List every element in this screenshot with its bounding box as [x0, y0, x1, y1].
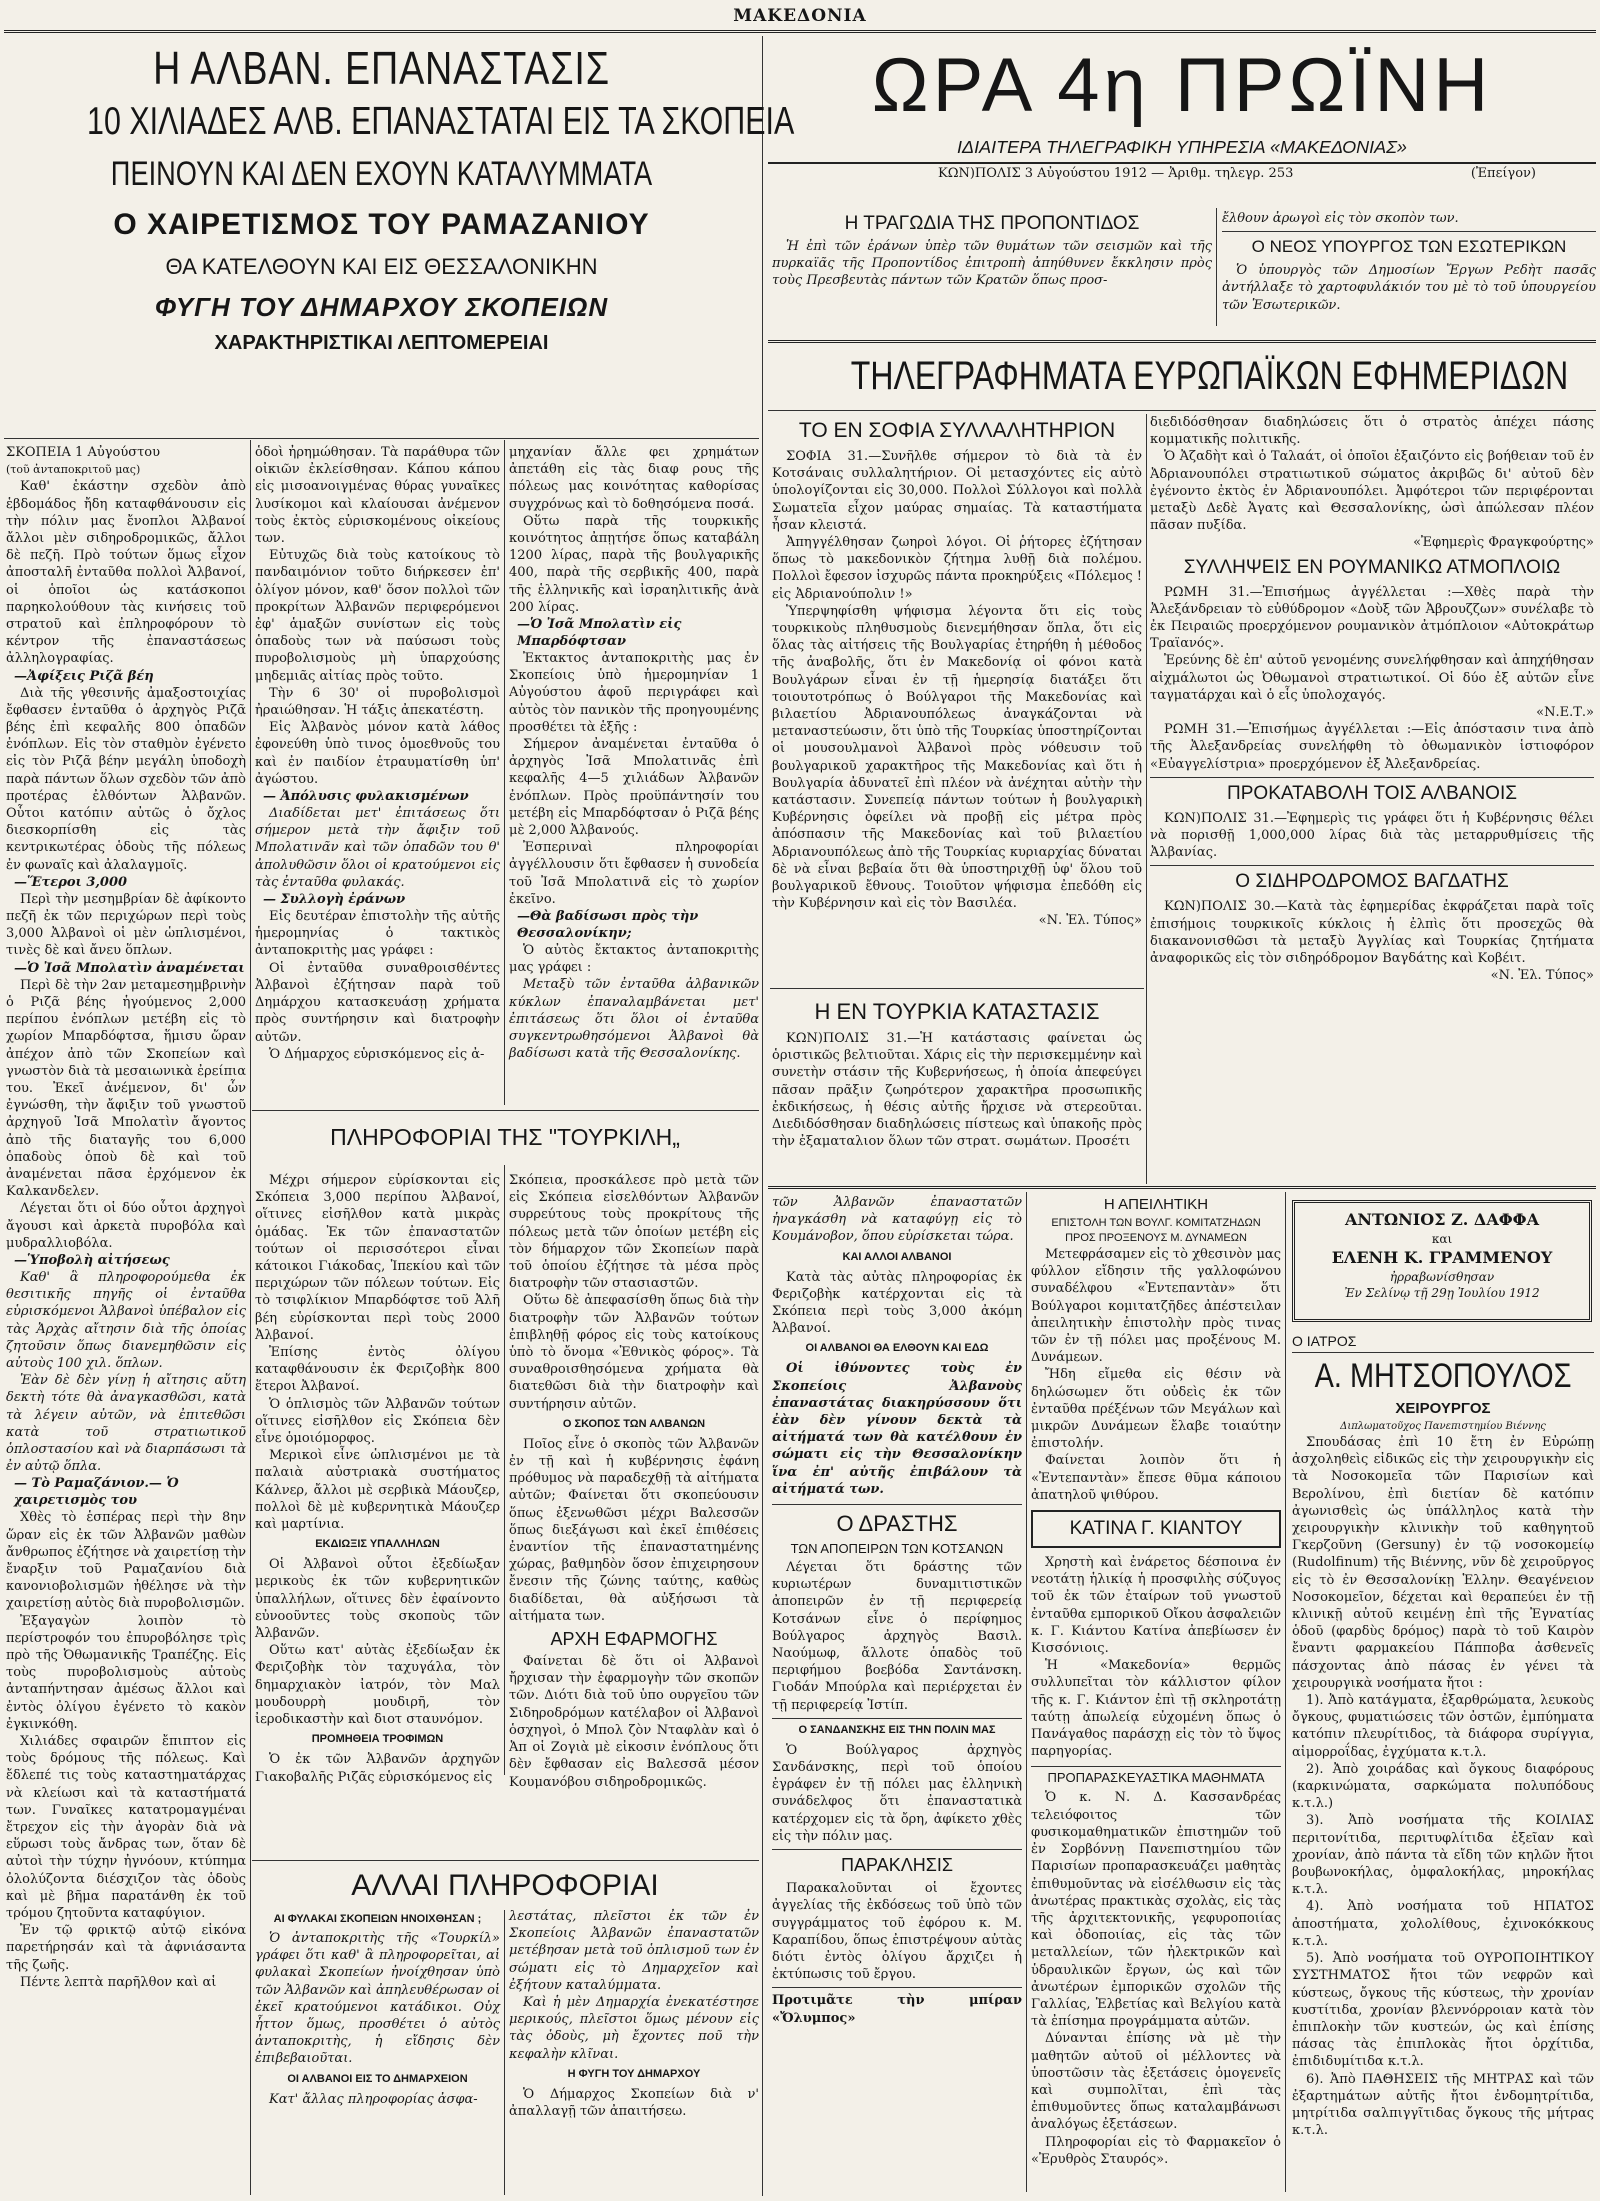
- paragraph: ΚΩΝ)ΠΟΛΙΣ 30.—Κατὰ τὰς ἐφημερίδας ἐκφράζεται παρὰ τοῖς ἐπισήμοις τουρκικοῖς κύκλοις ἡ ἐλπὶς ὅτι προσεχῶς θὰ διακανονισθῶσι τὰ μεταξὺ Ἀγγλίας καὶ Τουρκίας ζητήματα ἀναφορικῶς εἰς τὸν σιδηρόδρομον Βαγδάτης καὶ Κοβέιτ.: [1150, 899, 1594, 967]
- paragraph: Οὕτω παρὰ τῆς τουρκικῆς κοινότητος ἀπῃτήσε ὅπως καταβάλη 1200 λίρας, παρὰ τῆς βουλγαρικῆς 400, παρὰ τῆς σερβικῆς 400, παρὰ τῆς ἑλληνικῆς καὶ ἰσραηλιτικῆς ἀνὰ 200 λίρας.: [509, 513, 759, 615]
- engaged-label: ἠρραβωνίσθησαν: [1389, 1270, 1495, 1284]
- paragraph: Καθ' ἃ πληροφορούμεθα ἐκ θεσιτικῆς πηγῆς οἱ ἐνταῦθα εὑρισκόμενοι Ἀλβανοὶ ὑπέβαλον εἰς τὰς Ἀρχὰς αἴτησιν διὰ τῆς ὁποίας ζητοῦσιν ὅπως διανεμηθῶσιν εἰς αὐτοὺς 100 χιλ. ὅπλων.: [6, 1269, 246, 1371]
- paragraph: Περὶ τὴν μεσημβρίαν δὲ ἀφίκοντο πεζῆ ἐκ τῶν περιχώρων περὶ τοὺς 3,000 Ἀλβανοὶ οἱ μὲν ὡπλισμένοι, τινὲς δὲ καὶ ἄνευ ὅπλων.: [6, 891, 246, 959]
- paragraph: Ἡ «Μακεδονία» θερμῶς συλλυπεῖται τὸν κάλλιστον φίλον τῆς κ. Γ. Κιάντον ἐπὶ τῇ σκληροτάτῃ ταύτῃ ἀπωλείᾳ εὐχομένη ὅπως ὁ Πανάγαθος παράσχῃ εἰς τὸν τὸ ὕψος παρηγορίας.: [1031, 1658, 1281, 1760]
- paragraph: Ἐρεύνης δὲ ἐπ' αὐτοῦ γενομένης συνελήφθησαν καὶ ἀπηχήθησαν αἰχμάλωτοι ὡς Ὀθωμανοὶ στρατιωτικοί. Οἱ δύο ἐξ αὐτῶν εἶνε ταγματάρχαι καὶ ὁ εἷς ὑπολοχαγός.: [1150, 653, 1594, 703]
- paragraph: Διαδίδεται μετ' ἐπιτάσεως ὅτι σήμερον μετὰ τὴν ἄφιξιν τοῦ Μπολατινᾶν καὶ τῶν ὁπαδῶν του θ' ἀπολυθῶσιν ὅλοι οἱ κρατούμενοι εἰς τὰς ἐνταῦθα φυλακάς.: [255, 806, 500, 890]
- allai-column-2: [509, 1908, 759, 2196]
- paragraph: Διὰ τῆς γθεσινῆς ἀμαξοστοιχίας ἔφθασεν ἐνταῦθα ὁ ἀρχηγὸς Ριζᾶ βέης ἐπὶ κεφαλῆς 800 ὁπαδῶν ἐνόπλων. Εἰς τὸν σταθμὸν ἐγένετο εἰς τὸν Ριζᾶ βέην μεγάλη ὑποδοχὴ παρὰ πάντων ὅλων σχεδὸν τῶν ἀπὸ προτέρας ἐλθόντων Ἀλβανῶν. Οὗτοι κατόπιν αὐτῶς ὁ ὄχλος διεσκορπίσθη εἰς τὰς κεντρικωτέρας ὁδοὺς τῆς πόλεως ἐν φωναῖς καὶ ἀλαλαγμοῖς.: [6, 685, 246, 873]
- subhead: —Ἀφίξεις Ριζᾶ βέη: [14, 668, 154, 684]
- paragraph: Κατ' ἄλλας πληροφορίας ἀσφα-: [269, 2091, 478, 2107]
- column-divider: [504, 1165, 505, 1775]
- paragraph: Λέγεται ὅτι οἱ δύο οὗτοι ἀρχηγοὶ ἄγουσι καὶ ἀρκετὰ πυροβόλα καὶ μυδραλλιοβόλα.: [6, 1201, 246, 1251]
- paragraph: ἔλθουν ἀρωγοὶ εἰς τὸν σκοπὸν των.: [1222, 211, 1459, 226]
- column-divider: [1216, 208, 1217, 326]
- paragraph: Οἱ Ἀλβανοὶ οὗτοι ἐξεδίωξαν μερικοὺς ἐκ τῶν κυβερνητικῶν ὑπαλλήλων, οἵτινες δὲν ἐφαίνοντο εὐνοοῦντες τοὺς σκοποὺς τῶν Ἀλβανῶν.: [255, 1557, 500, 1642]
- allai-title: ΑΛΛΑΙ ΠΛΗΡΟΦΟΡΙΑΙ: [351, 1869, 659, 1902]
- european-telegrams-title: ΤΗΛΕΓΡΑΦΗΜΑΤΑ ΕΥΡΩΠΑΪΚΩΝ ΕΦΗΜΕΡΙΔΩΝ: [850, 354, 1569, 398]
- paragraph: Χιλιάδες σφαιρῶν ἔπιπτον εἰς τοὺς δρόμους τῆς πόλεως. Καὶ ἔδλεπέ τις τοὺς καταστηματάρχας νὰ κλείωσι καὶ τὰ καταστήματά των. Γυναῖκες κατατρομαγμέναι ἔτρεχον εἰς τὴν ἀγορὰν διὰ νὰ εὕρωσι τοὺς ἄνδρας των, ὅταν δὲ αὐτοὶ τὴν τύχην ἠγνόουν, κτύπημα ὀλολύζοντα διέσχιζον τὰς ὁδοὺς καὶ μὲ βῆμα παρατάνθη ἐκ τοῦ τρόμου ζητοῦντα καταφύγιον.: [6, 1734, 246, 1922]
- subhead: —Ὁ Ἰσᾶ Μπολατὶν εἰς Μπαρδόφτσαν: [517, 617, 682, 650]
- tourkilh-title: ΠΛΗΡΟΦΟΡΙΑΙ ΤΗΣ "ΤΟΥΡΚΙΛΗ„: [330, 1124, 680, 1150]
- paragraph: ΚΩΝ)ΠΟΛΙΣ 31.—Ἐφημερὶς τις γράφει ὅτι ἡ Κυβέρνησις θέλει νὰ πορισθῇ 1,000,000 λίρας διὰ τὰς μεταρρυθμίσεις τῆς Ἀλβανίας.: [1150, 810, 1594, 861]
- headline-mayor-flight: ΦΥΓΗ ΤΟΥ ΔΗΜΑΡΧΟΥ ΣΚΟΠΕΙΩΝ: [154, 292, 609, 322]
- dateline: ΚΩΝ)ΠΟΛΙΣ 3 Αὐγούστου 1912 — Ἀριθμ. τηλεγρ. 253: [938, 166, 1294, 181]
- subhead: — Τὸ Ραμαζάνιον.— Ὁ χαιρετισμὸς του: [14, 1476, 179, 1509]
- paragraph: Ὁ Βούλγαρος ἀρχηγὸς Σανδάνσκης, περὶ τοῦ ὁποίου ἐγράφεν ἐν τῇ πόλει μας ἐλληνικὴ συνάδελφος ὅτι ἐπαναστατικὰ κατέρχομεν εἰς τὰ ὄρη, ἀφίκετο χθὲς εἰς τὴν πόλιν μας.: [772, 1742, 1022, 1844]
- telegraph-service: ΙΔΙΑΙΤΕΡΑ ΤΗΛΕΓΡΑΦΙΚΗ ΥΠΗΡΕΣΙΑ «ΜΑΚΕΔΟΝΙΑΣ»: [768, 134, 1596, 164]
- paragraph: Μέχρι σήμερον εὑρίσκονται εἰς Σκόπεια 3,000 περίπου Ἀλβανοί, οἵτινες εἰσῆλθον κατὰ μικρὰς ὁμάδας. Ἐκ τῶν ἐπαναστατῶν τούτων οἱ περισσότεροι εἶναι κάτοικοι Γιάκοδας, Ἰπεκίου καὶ τῶν περιχώρων τῶν πόλεων τούτων. Εἰς τὸ τσιφλίκιον Μπαρδόφτσε τοῦ Ἀλῆ βέη εὑρίσκονται περὶ τοὺς 2000 Ἀλβανοί.: [255, 1173, 500, 1343]
- paragraph: Φαίνεται δὲ ὅτι οἱ Ἀλβανοὶ ἤρχισαν τὴν ἐφαρμογὴν τῶν σκοπῶν τῶν. Διότι διὰ τοῦ ὑπο ουργεῖου τῶν Σιδηροδρόμων κατέλαβον οἱ Ἀλβανοὶ ὁσχηγοὶ, ὁ Μπολ ζὸν Νταφλὰν καὶ ὁ Ἀπ οἱ Ζογιὰ μὲ εἰκοσιν ἐνόπλους ὅτι δὲν ἔφθασαν εἰς Βαλεσσᾶ μέσον Κουμανόβου σιδηροδρομικῶς.: [509, 1654, 759, 1790]
- subhead: ΑΙ ΦΥΛΑΚΑΙ ΣΚΟΠΕΙΩΝ ΗΝΟΙΧΘΗΣΑΝ ;: [273, 1913, 482, 1925]
- doctor-name: Α. ΜΗΤΣΟΠΟΥΛΟΣ: [1314, 1357, 1572, 1395]
- masthead-rule: [4, 30, 1596, 33]
- source-credit: «Ν. Ἐλ. Τύπος»: [1490, 968, 1594, 984]
- left-column-1: [6, 444, 246, 2194]
- source-credit: «Ν.Ε.Τ.»: [1536, 705, 1594, 721]
- rule: [768, 1186, 1596, 1189]
- paragraph: λεστάτας, πλεῖστοι ἐκ τῶν ἐν Σκοπείοις Ἀλβανῶν ἐπαναστατῶν μετέβησαν μετὰ τοῦ ὁπλισμοῦ των ἐν σώματι εἰς τὸ Δημαρχεῖον καὶ ἐξήτουν καταλύμματα.: [509, 1909, 759, 1993]
- paragraph: Ἐξαγαγὼν λοιπὸν τὸ περίστροφόν του ἐπυροβόλησε τρὶς πρὸ τῆς Ὀθωμανικῆς Τραπέζης. Εἰς τοὺς πυροβολισμοὺς αὐτοὺς ἀνταπήντησαν ἀμέσως ἄλλοι καὶ ἐντὸς ὀλίγου ἐγένετο τὸ κακὸν ἐγκινκόθη.: [6, 1613, 246, 1732]
- baghdad-railway-title: Ο ΣΙΔΗΡΟΔΡΟΜΟΣ ΒΑΓΔΑΤΗΣ: [1150, 865, 1594, 898]
- paragraph: 4). Ἀπὸ νοσήματα τοῦ ΗΠΑΤΟΣ ἀποστήματα, χολολίθους, ἐχινοκόκκους κ.τ.λ.: [1292, 1899, 1594, 1949]
- subhead: ΕΚΔΙΩΞΙΣ ΥΠΑΛΛΗΛΩΝ: [315, 1538, 440, 1551]
- column-divider: [504, 1910, 505, 2195]
- headline-hungry: ΠΕΙΝΟΥΝ ΚΑΙ ΔΕΝ ΕΧΟΥΝ ΚΑΤΑΛΥΜΜΑΤΑ: [110, 155, 653, 193]
- paragraph: 1). Ἀπὸ κατάγματα, ἐξαρθρώματα, λευκοὺς ὄγκους, φυματιώσεις τῶν ὀστῶν, ἐμπύηματα κατόπιν πλευρίτιδος, τὰ διάφορα συρίγγια, αἱμορροΐδας, ἐγχύματα κ.τ.λ.: [1292, 1693, 1594, 1760]
- paragraph: Οἱ ἰθύνοντες τοὺς ἐν Σκοπείοις Ἀλβανοὺς ἐπαναστάτας διακηρύσσουν ὅτι ἐὰν δὲν γίνουν δεκτὰ τὰ αἰτήματά των θὰ κατέλθουν ἐν σώματι εἰς τὴν Θεσσαλονίκην ἵνα ἐπ' αὐτῆς ἐπιβάλουν τὰ αἰτήματά των.: [772, 1361, 1022, 1497]
- fiancee-name: ΕΛΕΝΗ Κ. ΓΡΑΜΜΕΝΟΥ: [1331, 1248, 1553, 1267]
- paragraph: Ἡ ἐπὶ τῶν ἐράνων ὑπὲρ τῶν θυμάτων τῶν σεισμῶν καὶ τῆς πυρκαϊᾶς τῆς Προποντίδος ἐπιτροπὴ ἀπηύθυνεν ἔκκλησιν πρὸς τοὺς Πρεσβευτὰς πάντων τῶν Κρατῶν ὅπως προσ-: [772, 239, 1212, 289]
- rule: [252, 1860, 759, 1861]
- paragraph: ΡΩΜΗ 31.—Ἐπισήμως ἀγγέλλεται :—Χθὲς παρὰ τὴν Ἀλεξάνδρειαν τὸ εὐθύδρομον «Δοὺξ τῶν Ἀβρουζζων» συνέλαβε τὸ ἐκ Πειραιῶς προερχόμενον ρουμανικὸν ἀτμόπλοιον «Αὐτοκράτωρ Τραϊανός».: [1150, 584, 1594, 652]
- urgent-label: (Ἐπείγον): [1470, 166, 1536, 181]
- left-column-3: [509, 444, 759, 1124]
- advance-payment-title: ΠΡΟΚΑΤΑΒΟΛΗ ΤΟΙΣ ΑΛΒΑΝΟΙΣ: [1150, 777, 1594, 810]
- paragraph: Ὁ Ἀζαδὴτ καὶ ὁ Ταλαάτ, οἱ ὁποῖοι ἐξαιζόντο εἰς βοήθειαν τοῦ ἐν Ἀδριανουπόλει στρατιωτικοῦ σώματος ἀκριβῶς δι' αὐτοῦ δὲν ἐγένοντο ἐκτὸς ἐν Ἀδριανουπόλει. Ἀμφότεροι τῶν περιφέρονται μεταξὺ Δεδὲ Ἀγατς καὶ Θεσσαλονίκης, ὡσὶ ἀπώλεσαν πλέον πᾶσαν πυξίδα.: [1150, 449, 1594, 534]
- doctor-label: Ο ΙΑΤΡΟΣ: [1292, 1330, 1594, 1353]
- headline-details: ΧΑΡΑΚΤΗΡΙΣΤΙΚΑΙ ΛΕΠΤΟΜΕΡΕΙΑΙ: [214, 332, 549, 354]
- paragraph: Καὶ ἡ μὲν Δημαρχία ἐνεκατέστησε μερικούς, πλεῖστοι ὅμως μένουν εἰς τὰς ὁδοὺς, μὴ ἔχοντες ποῦ τὴν κεφαλὴν κλῖναι.: [509, 1995, 759, 2062]
- fiance-name: ΑΝΤΩΝΙΟΣ Ζ. ΔΑΦΦΑ: [1344, 1210, 1540, 1229]
- and-word: και: [1431, 1232, 1453, 1246]
- paragraph: Πέντε λεπτὰ παρῆλθον καὶ αἱ: [20, 1974, 217, 1990]
- paragraph: Καθ' ἑκάστην σχεδὸν ἀπὸ ἑβδομάδος ἤδη καταφθάνουσιν εἰς τὴν πόλιν μας ἔνοπλοι Ἀλβανοί ἄλλοι μὲν σιδηροδρομικῶς, ἄλλοι δὲ πεζῆ. Πρὸ τούτων ὅμως εἶχον ἀποσταλῆ ἐνταῦθα πολλοὶ Ἀλβανοί, οἱ ὁποῖοι ὡς κατάσκοποι παρηκολούθουν τὰς κινήσεις τοῦ στρατοῦ καὶ ἐπληροφόρουν τὸ κέντρον τῆς ἐπαναστάσεως ἀλληλογραφίας.: [6, 479, 246, 667]
- paragraph: Ὁ αὐτὸς ἔκτακτος ἀνταποκριτὴς μας γράφει :: [509, 943, 759, 976]
- perpetrator-title: Ο ΔΡΑΣΤΗΣ: [772, 1504, 1022, 1539]
- paragraph: Χθὲς τὸ ἑσπέρας περὶ τὴν 8ην ὥραν εἰς ἐκ τῶν Ἀλβανῶν μαθὼν ἄνθρωπος ἐζήτησε νὰ χαιρετίσῃ τὴν ἔναρξιν τοῦ Ραμαζανίου διὰ κανονιοβολισμῶν ἠθέλησε νὰ τὴν χαιρετίσῃ αὐτὸς διὰ πυροβολισμῶν.: [6, 1510, 246, 1612]
- paragraph: Ὁ Δήμαρχος Σκοπείων διὰ ν' ἀπαλλαγῇ τῶν ἀπαιτήσεω.: [509, 2086, 759, 2120]
- paragraph: Χρηστὴ καὶ ἐνάρετος δέσποινα ἐν νεοτάτῃ ἡλικίᾳ ἡ προσφιλὴς σύζυγος τοῦ ἐκ τῶν ἐταίρων τοῦ γνωστοῦ ἐνταῦθα εμπορικοῦ Οἴκου ἀσφαλειῶν κ. Γ. Κιάντου Κατίνα ἀπεβίωσεν ἐν Κισσόνιοις.: [1031, 1555, 1281, 1657]
- paragraph: ΣΟΦΙΑ 31.—Συνῆλθε σήμερον τὸ διὰ τὰ ἐν Κοτσάναις συλλαλητήριον. Οἱ μετασχόντες εἰς αὐτὸ ὑπολογίζονται εἰς 30,000. Πολλοὶ Σύλλογοι καὶ πολλὰ Σωματεῖα εἶχον μαύρας σημαίας. Τὰ καταστήματα ἦσαν κλειστά.: [772, 449, 1142, 533]
- subhead: —Θὰ βαδίσωσι πρὸς τὴν Θεσσαλονίκην;: [517, 909, 699, 942]
- rule: [768, 340, 1596, 343]
- paragraph: Ἀπηγγέλθησαν ζωηροὶ λόγοι. Οἱ ῥήτορες ἐζήτησαν ὅπως τὸ μακεδονικὸν ζήτημα λυθῇ διὰ πολέμου. Πολλοὶ ἔφεσον ἰσχυρῶς πάντα προκηρύξεις «Πόλεμος ! εἰς Ἀδριανούπολιν !»: [772, 535, 1142, 602]
- propontis-article: [772, 210, 1212, 330]
- subhead: — Ἀπόλυσις φυλακισμένων: [263, 789, 469, 805]
- sofia-title: ΤΟ ΕΝ ΣΟΦΙΑ ΣΥΛΛΑΛΗΤΗΡΙΟΝ: [798, 419, 1116, 442]
- paragraph: Οἱ ἐνταῦθα συναθροισθέντες Ἀλβανοὶ ἐζήτησαν παρὰ τοῦ Δημάρχου κατασκευάσῃ χρήματα πρὸς συντήρησιν καὶ διατροφὴν αὐτῶν.: [255, 960, 500, 1045]
- subhead: Ο ΣΑΝΔΑΝΣΚΗΣ ΕΙΣ ΤΗΝ ΠΟΛΙΝ ΜΑΣ: [772, 1718, 1022, 1738]
- threat-letter-title: Η ΑΠΕΙΛΗΤΙΚΗ: [1103, 1196, 1209, 1213]
- surgeon-advert: [1292, 1330, 1594, 2194]
- subhead: ΟΙ ΑΛΒΑΝΟΙ ΕΙΣ ΤΟ ΔΗΜΑΡΧΕΙΟΝ: [287, 2072, 468, 2085]
- left-headline-block: [4, 40, 795, 440]
- rule: [4, 438, 759, 439]
- column-divider: [762, 36, 763, 2196]
- engagement-notice: [1292, 1200, 1592, 1322]
- rule: [252, 1110, 759, 1111]
- right-lower-column-1: [772, 1194, 1022, 2194]
- turkey-situation-title: Η ΕΝ ΤΟΥΡΚΙΑ ΚΑΤΑΣΤΑΣΙΣ: [814, 999, 1100, 1024]
- paragraph: Λέγεται ὅτι δράστης τῶν κυριωτέρων δυναμιτιστικῶν ἀποπειρῶν ἐν τῇ περιφερείᾳ Κοτσάνων εἶνε ὁ περίφημος Βούλγαρος ἀρχηγὸς Βασιλ. Ναούμωφ, ἄλλοτε ὁπαδὸς τοῦ περιφήμου βοεβόδα Σαντάνσκη. Γιοδάν Μπούρλα καὶ περιέρχεται ἐν τῇ περιφερείᾳ Ἰστίπ.: [772, 1560, 1022, 1713]
- engagement-date: Ἐν Σελίνῳ τῇ 29ῃ Ἰουλίου 1912: [1344, 1286, 1540, 1300]
- paragraph: τῶν Ἀλβανῶν ἐπαναστατῶν ἠναγκάσθη νὰ καταφύγῃ εἰς τὸ Κουμάνοβον, ὅπου εὑρίσκεται τώρα.: [772, 1195, 1022, 1245]
- tourkilh-column-2: [509, 1172, 759, 1792]
- paragraph: διεδιδόσθησαν διαδηλώσεις ὅτι ὁ στρατὸς ἀπέχει πάσης κομματικῆς πολιτικῆς.: [1150, 415, 1594, 448]
- right-lower-column-2: [1031, 1194, 1281, 2194]
- paragraph: Εὐτυχῶς διὰ τοὺς κατοίκους τὸ πανδαιμόνιον τοῦτο διήρκεσεν ἐπ' ὀλίγον μόνον, καθ' ὅσον πολλοὶ τῶν προκρίτων Ἀλβανῶν περιφερόμενοι ἐφ' ἁμαξῶν συνίστων εἰς τοὺς ὁπαδοὺς των νὰ παύσωσι τοὺς πυροβολισμοὺς μὴ ὑπαρχούσης μηδεμιᾶς αἰτίας πρὸς τοῦτο.: [255, 548, 500, 684]
- paragraph: 2). Ἀπὸ χοιράδας καὶ ὄγκους διαφόρους (καρκινώματα, σαρκώματα πολυπόδους κ.τ.λ.): [1292, 1761, 1594, 1812]
- paragraph: Ὁ ὑπουργὸς τῶν Δημοσίων Ἔργων Ρεδὴτ πασᾶς ἀντήλλαξε τὸ χαρτοφυλάκιόν του μὲ τὸ τοῦ ὑπουργείου τῶν Ἐσωτερικῶν.: [1222, 263, 1596, 313]
- paragraph: Ὁ ὁπλισμὸς τῶν Ἀλβανῶν τούτων οἵτινες εἰσῆλθον εἰς Σκόπεια δὲν εἶνε ὁμοιόμορφος.: [255, 1396, 500, 1447]
- threat-letter-subtitle-2: ΠΡΟΣ ΠΡΟΞΕΝΟΥΣ Μ. ΔΥΝΑΜΕΩΝ: [1065, 1232, 1247, 1244]
- paragraph: Δύνανται ἐπίσης νὰ μὲ τὴν μαθητῶν αὐτοῦ οἱ μέλλοντες νὰ ὑποστῶσιν τὰς ἐξετάσεις ὁμογενεῖς καὶ συμπολῖται, ἐπὶ τὰς ἐπιθυμοῦντες ὅπως καταλαμβάνωσι ἀναλόγως ἐξετάσεων.: [1031, 2031, 1281, 2133]
- left-column-2: [255, 444, 500, 1124]
- paragraph: Οὕτω κατ' αὐτὰς ἐξεδίωξαν ἐκ Φεριζοβὴκ τὸν ταχυγάλα, τὸν δημαρχιακὸν ἰατρόν, τὸν Μαλ μουδουρρὴ μουδιρῆ, τὸν ἰεροδικαστὴν καὶ διοτ σταυνόμον.: [255, 1643, 500, 1728]
- column-divider: [1285, 1192, 1286, 2192]
- paragraph: Μερικοὶ εἶνε ὡπλισμένοι με τὰ παλαιὰ αὐστριακὰ συστήματος Κάλνερ, ἄλλοι μὲ σερβικὰ Μάουζερ, πολλοὶ δὲ μὲ κυβερνητικὰ Μάουζερ καὶ μαρτίνια.: [255, 1448, 500, 1533]
- request-title: ΠΑΡΑΚΛΗΣΙΣ: [772, 1849, 1022, 1880]
- paragraph: ΡΩΜΗ 31.—Ἐπισήμως ἀγγέλλεται :—Εἰς ἀπόστασιν τινα ἀπὸ τῆς Ἀλεξανδρείας συνελήφθη τὸ ὀθωμανικὸν ἱστιοφόρον «Εὐαγγελίστρια» προερχόμενον ἐξ Ἀλεξανδρείας.: [1150, 722, 1594, 772]
- paragraph: Εἰς Ἀλβανὸς μόνον κατὰ λάθος ἐφονεύθη ὑπὸ τινος ὁμοεθνοῦς του καὶ ἐν παιδίον ἐτραυματίσθη ὑπ' ἀγώστου.: [255, 720, 500, 787]
- subhead: Η ΦΥΓΗ ΤΟΥ ΔΗΜΑΡΧΟΥ: [567, 2067, 701, 2080]
- paragraph: Παρακαλοῦνται οἱ ἔχοντες ἀγγελίας τῆς ἐκδόσεως τοῦ ὑπὸ τῶν συγγράμματος τοῦ ἐφόρου κ. Μ. Καραπίδου, ὅπως ἐπιστρέψουν αὐτὰς διότι ἐντὸς ὀλίγου ἄρχιζει ἡ ἐκτύπωσις τοῦ ἔργου.: [772, 1881, 1022, 1983]
- source-credit: «Ν. Ἐλ. Τύπος»: [1038, 913, 1142, 929]
- headline-10000-albanians: 10 ΧΙΛΙΑΔΕΣ ΑΛΒ. ΕΠΑΝΑΣΤΑΤΑΙ ΕΙΣ ΤΑ ΣΚΟΠΕΙΑ: [87, 100, 795, 143]
- headline-ramadan-salute: Ο ΧΑΙΡΕΤΙΣΜΟΣ ΤΟΥ ΡΑΜΑΖΑΝΙΟΥ: [113, 208, 650, 241]
- paragraph: 5). Ἀπὸ νοσήματα τοῦ ΟΥΡΟΠΟΙΗΤΙΚΟΥ ΣΥΣΤΗΜΑΤΟΣ ἤτοι τῶν νεφρῶν καὶ κύστεως, ὄγκους τῆς κύστεως, τὴν χρονίαν κυστίτιδα, χρονίαν βλεννόρροιαν κατὰ τὸν ἐπιπλοκὴν τῶν κυστεών, ὡς καὶ ἐπίσης πάσας τὰς ἐπιπλοκὰς ἤτοι ὀρχίτιδα, ἐπιδιδυμίτιδα κ.τ.λ.: [1292, 1951, 1594, 2070]
- paragraph: μηχανίαν ἄλλε φει χρημάτων ἀπετάθη εἰς τὰς διαφ ρους τῆς πόλεως μας κοινότητας καθορίσας συγχρόνως καὶ τὸ δοθησόμενα ποσά.: [509, 445, 759, 512]
- right-column-b: [1150, 414, 1594, 1184]
- paragraph: Ὁ Δήμαρχος εὑρισκόμενος εἰς ἀ-: [269, 1046, 485, 1062]
- column-divider: [1026, 1192, 1027, 2192]
- lessons-title: ΠΡΟΠΑΡΑΣΚΕΥΑΣΤΙΚΑ ΜΑΘΗΜΑΤΑ: [1031, 1766, 1281, 1789]
- threat-letter-subtitle: ΕΠΙΣΤΟΛΗ ΤΩΝ ΒΟΥΛΓ. ΚΟΜΙΤΑΤΖΗΔΩΝ: [1051, 1217, 1261, 1229]
- column-divider: [250, 440, 251, 2195]
- rule: [768, 410, 1596, 411]
- paragraph: Ὁ ἀνταποκριτὴς τῆς «Τουρκίλ» γράφει ὅτι καθ' ἃ πληροφορεῖται, αἱ φυλακαὶ Σκοπείων ἠνοίχθησαν ὑπὸ τῶν Ἀλβανῶν καὶ ἀπηλευθέρωσαν οἱ ἐκεῖ κρατούμενοι κατάδικοι. Οὐχ ἧττον ὅμως, προσθέτει ὁ αὐτὸς ἀνταποκριτὴς, ἡ εἴδησις δὲν ἐπιβεβαιοῦται.: [255, 1931, 500, 2067]
- interior-minister-article: [1222, 210, 1596, 330]
- paragraph: Πληροφορίαι εἰς τὸ Φαρμακεῖον ὁ «Ἐρυθρὸς Σταυρός».: [1031, 2134, 1281, 2167]
- paragraph: Κατὰ τὰς αὐτὰς πληροφορίας ἐκ Φεριζοβὴκ κατέρχονται εἰς τὰ Σκόπεια περὶ τοὺς 3,000 ἀκόμη Ἀλβανοί.: [772, 1269, 1022, 1337]
- dateline: ΣΚΟΠΕΙΑ 1 Αὐγούστου: [6, 445, 161, 460]
- subhead: — Συλλογὴ ἐράνων: [263, 892, 406, 908]
- subhead: —Ὁ Ἰσᾶ Μπολατὶν ἀναμένεται: [14, 960, 245, 976]
- tourkilh-column-1: [255, 1172, 500, 1792]
- paragraph: Ὁ κ. Ν. Δ. Κασσανδρέας τελειόφοιτος τῶν φυσικομαθηματικῶν ἐπιστημῶν τοῦ ἐν Σορβόννῃ Πανεπιστημίου τῶν Παρισίων προπαρασκευάζει μαθητὰς ἐπιθυμοῦντας νὰ εἰσέλθωσιν εἰς τὰς ἀνωτέρας πρακτικὰς σχολὰς, εἰς τὰς τῆς ἀρχιτεκτονικῆς, γεφυροποιίας καὶ ὁδοποιίας, εἰς τὰς τῶν μεταλλείων, τῶν ἠλεκτρικῶν καὶ ὑδραυλικῶν ἔργων, ὡς καὶ τῶν ἀνωτέρων ἐμπορικῶν σχολῶν τῆς Γαλλίας, Ἑλβετίας καὶ Βελγίου κατὰ τὰ ἐπίσημα προγράμματα αὐτῶν.: [1031, 1790, 1281, 2030]
- paragraph: Ἐκτακτος ἀνταποκριτὴς μας ἐν Σκοπείοις ὑπὸ ἡμερομηνίαν 1 Αὐγούστου ἀφοῦ περιγράφει καὶ αὐτὸς τὸν πανικὸν τῆς προηγουμένης προσθέτει τὰ ἑξῆς :: [509, 651, 759, 735]
- paragraph: ὁδοὶ ἠρημώθησαν. Τὰ παράθυρα τῶν οἰκιῶν ἐκλείσθησαν. Κάπου κάπου εἰς μισοανοιγμένας θύρας γυναῖκες λυσίκομοι καὶ κλαίουσαι ἀνέμενον τοὺς ἐκτὸς εὑρισκομένους οἰκείους των.: [255, 445, 500, 547]
- subhead: ΚΑΙ ΑΛΛΟΙ ΑΛΒΑΝΟΙ: [842, 1250, 952, 1263]
- column-divider: [1146, 414, 1147, 1184]
- romanian-ship-title: ΣΥΛΛΗΨΕΙΣ ΕΝ ΡΟΥΜΑΝΙΚΩ ΑΤΜΟΠΛΟΙΩ: [1183, 556, 1561, 578]
- paragraph: Ὁ ἐκ τῶν Ἀλβανῶν ἀρχηγῶν Γιακοβαλῆς Ριζᾶς εὑρισκόμενος εἰς: [255, 1752, 500, 1785]
- paragraph: Οὕτω δὲ ἀπεφασίσθη ὅπως διὰ τὴν διατροφὴν τῶν Ἀλβανῶν τούτων ἐπιβληθῇ φόρος εἰς τοὺς κατοίκους ὑπὸ τὸ ὄνομα «Ἐθνικὸς φόρος». Τὰ συναθροισθησόμενα χρήματα θὰ διατεθῶσι διὰ τὴν διατροφὴν καὶ συντήρησιν αὐτῶν.: [509, 1293, 759, 1412]
- paragraph: Σήμερον ἀναμένεται ἐνταῦθα ὁ ἀρχηγὸς Ἰσᾶ Μπολατινᾶς ἐπὶ κεφαλῆς 4—5 χιλιάδων Ἀλβανῶν ἐνόπλων. Πρὸς προϋπάντησίν του μετέβη εἰς Μπαρδόφτσαν ὁ Ριζᾶ βέης μὲ 2,000 Ἀλβανούς.: [509, 737, 759, 839]
- paragraph: ΚΩΝ)ΠΟΛΙΣ 31.—Ἡ κατάστασις φαίνεται ὡς ὁριστικῶς βελτιοῦται. Χάρις εἰς τὴν περισκεμμένην καὶ συνετὴν στάσιν τῆς Κυβερνήσεως, ἡ ὁποία ἀπεφεύγει πᾶσαν πρᾶξιν ζωηρότερον χαρακτῆρα προσωπικῆς ἐκδικήσεως, ἡ θέσις αὐτῆς ἤρχισε νὰ στερεοῦται. Διεδιδόσθησαν διαδηλώσεις πίστεως καὶ ὑπακοῆς πρὸς τὴν ἐξαματαλιον ὅλων τῶν στρατ. σωμάτων. Προσέτι: [772, 1031, 1142, 1150]
- paragraph: Φαίνεται λοιπὸν ὅτι ἡ «Ἐντεπαντὰν» ἔπεσε θῦμα κάποιου ἀπατηλοῦ ψιθύρου.: [1031, 1453, 1281, 1503]
- newspaper-masthead: ΜΑΚΕΔΟΝΙΑ: [733, 6, 867, 26]
- paragraph: Εἰς δευτέραν ἐπιστολὴν τῆς αὐτῆς ἡμερομηνίας ὁ τακτικὸς ἀνταποκριτὴς μας γράφει :: [255, 909, 500, 959]
- source-credit: «Ἐφημερὶς Φραγκφούρτης»: [1413, 535, 1594, 551]
- interior-minister-title: Ο ΝΕΟΣ ΥΠΟΥΡΓΟΣ ΤΩΝ ΕΣΩΤΕΡΙΚΩΝ: [1222, 231, 1596, 262]
- paragraph: 6). Ἀπὸ ΠΑΘΗΣΕΙΣ τῆς ΜΗΤΡΑΣ καὶ τῶν ἐξαρτημάτων αὐτῆς ἤτοι ἐνδομητρίτιδα, μητρίτιδα σαλπιγγῖτιδας ὄγκους τῆς μήτρας κ.τ.λ.: [1292, 2071, 1594, 2139]
- obituary-title: ΚΑΤΙΝΑ Γ. ΚΙΑΝΤΟΥ: [1031, 1510, 1281, 1548]
- edition-title: ΩΡΑ 4η ΠΡΩΪΝΗ: [871, 43, 1493, 128]
- rule: [770, 988, 1144, 989]
- propontis-title: Η ΤΡΑΓΩΔΙΑ ΤΗΣ ΠΡΟΠΟΝΤΙΔΟΣ: [844, 213, 1140, 234]
- source-line: (τοῦ ἀνταποκριτοῦ μας): [6, 463, 141, 477]
- sofia-article: [772, 414, 1142, 974]
- dateline-row: [768, 166, 1596, 186]
- subhead: ΑΡΧΗ ΕΦΑΡΜΟΓΗΣ: [550, 1629, 718, 1650]
- beer-advert: Προτιμᾶτε τὴν μπίραν «Ὄλυμπος»: [772, 1987, 1022, 2026]
- perpetrator-subtitle: ΤΩΝ ΑΠΟΠΕΙΡΩΝ ΤΩΝ ΚΟΤΣΑΝΩΝ: [790, 1541, 1004, 1557]
- headline-thessaloniki: ΘΑ ΚΑΤΕΛΘΟΥΝ ΚΑΙ ΕΙΣ ΘΕΣΣΑΛΟΝΙΚΗΝ: [165, 254, 598, 279]
- paragraph: Περὶ δὲ τὴν 2αν μεταμεσημβρινὴν ὁ Ριζᾶ βέης ἡγούμενος 2,000 περίπου ἐνόπλων μετέβη εἰς τὸ χωρίον Μπαρδόφτσα, ἥμισυ ὥραν ἀπέχον ἀπὸ τῶν Σκοπείων καὶ γνωστὸν διὰ τὰ μεσαιωνικὰ ἐρείπια του. Ἐκεῖ ἀνέμενον, δι' ὧν ἐγνώσθη, τὴν ἄφιξιν τοῦ γνωστοῦ ἀρχηγοῦ Ἰσᾶ Μπολατὶν ἄγοντος ἀπὸ τῆς διαταγῆς του 6,000 ὁπαδοὺς ὁποὺ δὲ καὶ τοῦ ἀναμένεται πᾶσα ἐρχόμενον ἐκ Καλκανδελεν.: [6, 977, 246, 1200]
- paragraph: Ἤδη εἴμεθα εἰς θέσιν νὰ δηλώσωμεν ὅτι οὐδεὶς ἐκ τῶν ἐνταῦθα πρέξένων τῶν Μεγάλων καὶ μικρῶν Δυνάμεων ἔλαβε τοιαύτην ἐπιστολήν.: [1031, 1367, 1281, 1452]
- turkey-situation-article: [772, 994, 1142, 1184]
- allai-column-1: [255, 1930, 500, 2196]
- column-divider: [504, 440, 505, 1105]
- headline-albanian-revolution: Η ΑΛΒΑΝ. ΕΠΑΝΑΣΤΑΣΙΣ: [153, 42, 610, 94]
- paragraph: Τὴν 6 30' οἱ πυροβολισμοὶ ἠραιώθησαν. Ἡ τάξις ἀπεκατέστη.: [255, 685, 500, 719]
- paragraph: Ὑπερψηφίσθη ψήφισμα λέγοντα ὅτι εἰς τοὺς τουρκικοὺς πληθυσμοὺς διενεμήθησαν ὅπλα, ὅτι εἰς ὅλας τὰς αἰτήσεις τῆς Βουλγαρίας ἐτηρήθη ἡ μέθοδος τῆς ἀναβολῆς, ὅτι ἐν Μακεδονίᾳ οἱ φόνοι κατὰ Βουλγάρων εἶναι ἐν τῇ ἡμερησίᾳ διατάξει ὅτι τοιουτοτρόπως ὁ Βούλγαροι τῆς Μακεδονίας καὶ βιλαετίου Ἀδριανουπόλεως ἀναγκάζονται νὰ μεταναστεύωσιν, ὅτι ὑπὸ τῆς Τουρκίας ὑποστηρίζονται οἱ μουσουλμανοὶ Ἀλβανοὶ πρὸς νόθευσιν τοῦ βουλγαρικοῦ χαρακτῆρος τῆς Μακεδονίας καὶ ὅτι ἡ Βουλγαρία ἀδυνατεῖ ἐπὶ πλέον νὰ ἀνέχηται αὐτὴν τὴν κατάστασιν. Συνεπείᾳ πάντων τούτων ἡ βουλγαρικὴ Κυβέρνησις ὀφείλει νὰ προβῇ εἰς μέτρα πρὸς ἀπόσπασιν τῆς Μακεδονίας καὶ τοῦ βιλαετίου Ἀδριανουπόλεως ἀπὸ τῆς Τουρκίας κυριαρχίας δύναται δὲ νὰ εἶναι βεβαία ὅτι θὰ ὑποστηριχθῇ ὑφ' ὅλου τοῦ βουλγαρικοῦ ἔθνους. Τοιοῦτον ψήφισμα ἐπεδόθη εἰς τὴν Κυβέρνησιν καὶ εἰς τὸν Βασιλέα.: [772, 603, 1142, 912]
- paragraph: Σπουδάσας ἐπὶ 10 ἔτη ἐν Εὐρώπῃ ἀσχοληθεὶς εἰδικῶς εἰς τὴν χειρουργικὴν εἰς τὰ Νοσοκομεῖα τῶν Παρισίων καὶ Βερολίνου, ἐπὶ διετίαν δὲ κατόπιν ἀγωνισθεὶς ὡς ὑπάλληλος κατὰ τὴν χειρουργικὴν κλινικὴν τοῦ καθηγητοῦ Γκερζοῦνη (Gersuny) ἐν τῷ νοσοκομείῳ (Rudolfinum) τῆς Βιέννης, νῦν δὲ χειροῦργος εἰς τὸ ἐν Θεσσαλονίκῃ Ἑλλην. Θεαγένειον Νοσοκομεῖον, δέχεται καὶ θεραπεύει ἐν τῇ κλινικῇ αὐτοῦ κειμένῃ ἐπὶ τῆς Ἐγνατίας ὁδοῦ (φαρδὺς δρόμος) παρὰ τὸ τοῦ Καιρὸν ἔναντι φαρμακείου Πάπποβα ἀσθενεῖς πάσχοντας ἀπὸ πάσας ἐν γένει τὰ χειρουργικὰ νοσήματα ἤτοι :: [1292, 1435, 1594, 1691]
- paragraph: 3). Ἀπὸ νοσήματα τῆς ΚΟΙΛΙΑΣ περιτονίτιδα, περιτυφλίτιδα ἐξεῖαν καὶ χρονίαν, ἀπὸ πάντα τὰ εἴδη τῶν κηλῶν ἤτοι βουβωνοκήλας, ὀμφαλοκήλας, μηροκήλας κ.τ.λ.: [1292, 1813, 1594, 1898]
- paragraph: Σκόπεια, προσκάλεσε πρὸ μετὰ τῶν εἰς Σκόπεια εἰσελθόντων Ἀλβανῶν συρρεύτους τοὺς προκρίτους τῆς πόλεως μετὰ τῶν ὁποίων μετέβη εἰς τὸν δήμαρχον τῶν Σκοπείων παρὰ τοῦ ὁποίου ἐζήτησε τὰ μέσα πρὸς διατροφὴν τῶν στασιαστῶν.: [509, 1173, 759, 1292]
- paragraph: Μεταξὺ τῶν ἐνταῦθα ἀλβανικῶν κύκλων ἐπαναλαμβάνεται μετ' ἐπιτάσεως ὅτι ὅλοι οἱ ἐνταῦθα συγκεντρωθησόμενοι Ἀλβανοὶ θὰ βαδίσωσι κατὰ τῆς Θεσσαλονίκης.: [509, 977, 759, 1062]
- subhead: Ο ΣΚΟΠΟΣ ΤΩΝ ΑΛΒΑΝΩΝ: [562, 1417, 706, 1430]
- doctor-credentials: Διπλωματοῦχος Πανεπιστημίου Βιέννης: [1340, 1421, 1546, 1432]
- paragraph: Ἐσπεριναὶ πληροφορίαι ἀγγέλλουσιν ὅτι ἔφθασεν ἡ συνοδεία τοῦ Ἰσᾶ Μπολατινᾶ εἰς τὸ χωρίον ἐκεῖνο.: [509, 840, 759, 907]
- paragraph: Ἐν τῷ φρικτῷ αὐτῷ εἰκόνα παρετήρησάν καὶ τὰ ἀφνιάσαντα τῆς ζωῆς.: [6, 1923, 246, 1973]
- right-header: [768, 38, 1596, 208]
- doctor-role: ΧΕΙΡΟΥΡΓΟΣ: [1395, 1400, 1491, 1417]
- paragraph: Ἐὰν δὲ δὲν γίνῃ ἡ αἴτησις αὕτη δεκτὴ τότε θὰ ἀναγκασθῶσι, κατὰ τὰ λέγειν αὐτῶν, νὰ ἐπιτεθῶσι κατὰ τοῦ στρατιωτικοῦ ὁπλοστασίου καὶ νὰ διαρπάσωσι τὰ ἐν αὐτῷ ὅπλα.: [6, 1373, 246, 1475]
- subhead: —Ἕτεροι 3,000: [14, 874, 128, 890]
- subhead: ΟΙ ΑΛΒΑΝΟΙ ΘΑ ΕΛΘΟΥΝ ΚΑΙ ΕΔΩ: [805, 1342, 989, 1355]
- subhead: —Ὑποβολὴ αἰτήσεως: [14, 1252, 170, 1268]
- subhead: ΠΡΟΜΗΘΕΙΑ ΤΡΟΦΙΜΩΝ: [311, 1733, 444, 1746]
- paragraph: Ποῖος εἶνε ὁ σκοπὸς τῶν Ἀλβανῶν ἐν τῇ καὶ ἡ κυβέρνησις ἐφάνη πρόθυμος νὰ παραδεχθῇ τὰ αἰτήματα αὐτῶν; Φαίνεται ὅτι σκοπεύουσιν ὅπως ἐξενωθῶσι μέχρι Βαλεσσῶν ὅπως διεξάγωσι καὶ ἐκεῖ ἐπιθέσεις ἐναντίον τῆς ἐπαναστατημένης χώρας, βαθμηδὸν ὅσον ἐπιχειρησουν ἔνεσιν τῆς ζώνης ταύτης, καθὼς διαδίδεται, θὰ αὐξήσωσι τὰ αἰτήματα των.: [509, 1436, 759, 1624]
- paragraph: Ἐπίσης ἐντὸς ὀλίγου καταφθάνουσιν ἐκ Φεριζοβὴκ 800 ἕτεροι Ἀλβανοί.: [255, 1345, 500, 1395]
- paragraph: Μετεφράσαμεν εἰς τὸ χθεσινὸν μας φύλλον εἴδησιν τῆς γαλλοφώνου συναδέλφου «Ἐντεπαντὰν» ὅτι Βούλγαροι κομιτατζῆδες ἀπέστειλαν ἀπειλητικὴν ἐπιστολὴν πρὸς τινας τῶν ἐν τῇ πόλει μας προξένους Μ. Δυνάμεων.: [1031, 1247, 1281, 1366]
